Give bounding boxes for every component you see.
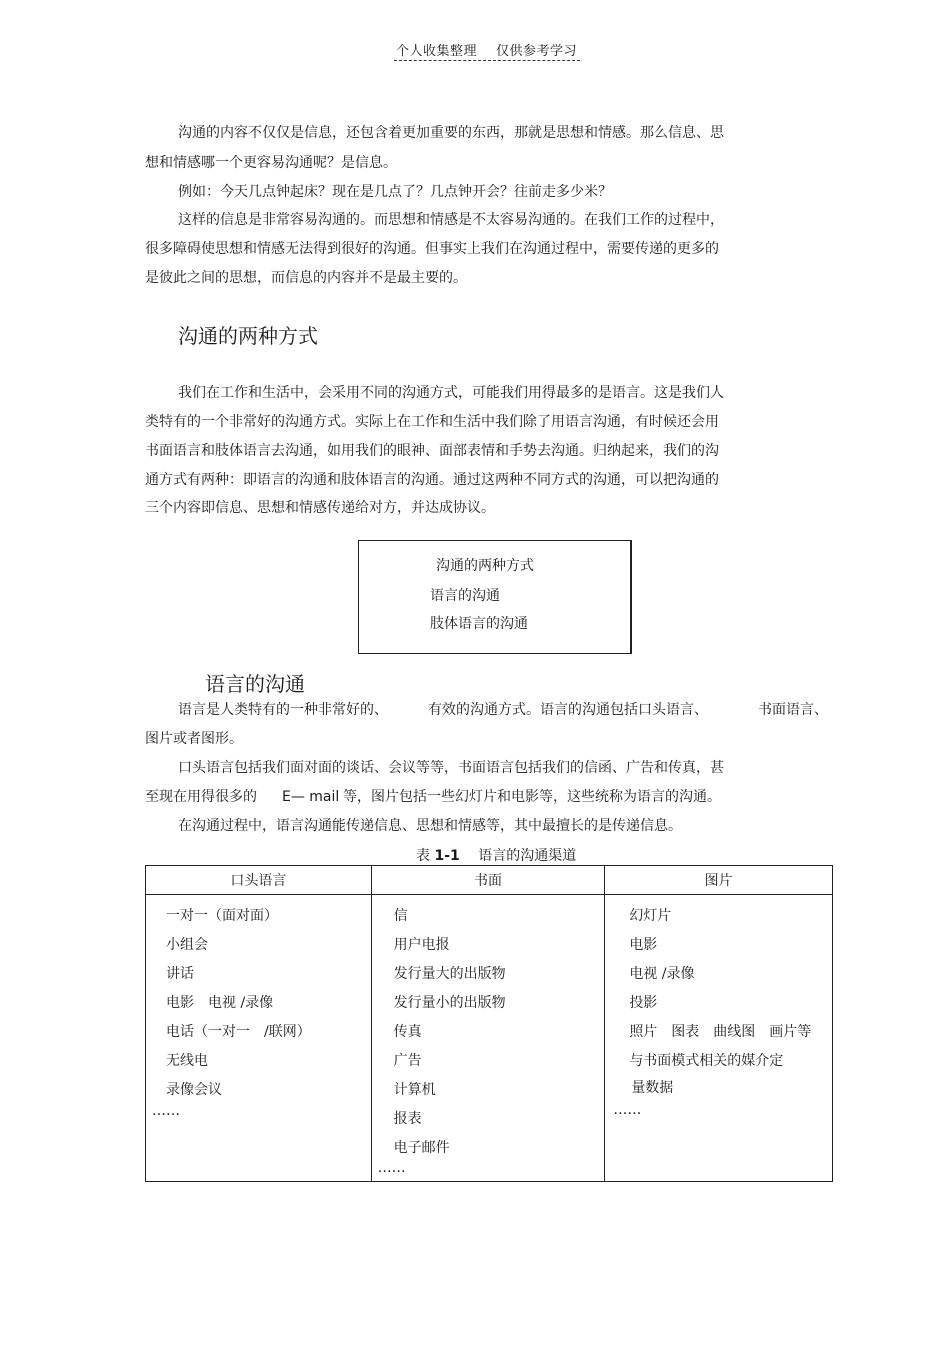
list-item: 录像会议 <box>166 1082 222 1098</box>
list-item: 信 <box>393 908 408 924</box>
box-item-2: 肢体语言的沟通 <box>430 616 528 632</box>
table-header-written: 书面 <box>371 866 605 895</box>
box-item-1: 语言的沟通 <box>430 588 500 604</box>
list-item: 电影 电视 /录像 <box>166 995 274 1011</box>
section2-p2-line2b: E— mail <box>282 789 340 805</box>
section1-title: 沟通的两种方式 <box>178 324 318 348</box>
list-item: 电视 /录像 <box>629 966 695 982</box>
list-item: 计算机 <box>393 1082 436 1098</box>
section1-line2: 类特有的一个非常好的沟通方式。实际上在工作和生活中我们除了用语言沟通，有时候还会用 <box>145 414 719 430</box>
section2-p3: 在沟通过程中，语言沟通能传递信息、思想和情感等，其中最擅长的是传递信息。 <box>178 818 682 834</box>
intro-p1-line1: 沟通的内容不仅仅是信息，还包含着更加重要的东西，那就是思想和情感。那么信息、思 <box>178 125 724 141</box>
list-item: 广告 <box>393 1053 422 1069</box>
table-header-picture: 图片 <box>605 866 833 895</box>
list-item: 量数据 <box>631 1080 674 1096</box>
section2-p1-a: 语言是人类特有的一种非常好的、 <box>178 702 388 718</box>
table-row <box>146 895 833 1182</box>
table-cell-picture <box>605 895 833 1182</box>
list-item: 电话（一对一 /联网） <box>166 1024 311 1040</box>
section2-title: 语言的沟通 <box>205 672 305 696</box>
intro-p3-line3: 是彼此之间的思想，而信息的内容并不是最主要的。 <box>145 270 467 286</box>
table-caption-prefix: 表 <box>416 848 430 864</box>
table-cell-written <box>371 895 605 1182</box>
table-cell-oral <box>146 895 372 1182</box>
list-item: 用户电报 <box>393 937 450 953</box>
list-item: 与书面模式相关的媒介定 <box>629 1053 784 1069</box>
section1-line5: 三个内容即信息、思想和情感传递给对方，并达成协议。 <box>145 500 495 516</box>
list-item: …… <box>152 1103 180 1119</box>
list-item: 讲话 <box>166 966 194 982</box>
list-item: 报表 <box>393 1111 422 1127</box>
section1-line4: 通方式有两种：即语言的沟通和肢体语言的沟通。通过这两种不同方式的沟通，可以把沟通的 <box>145 472 719 488</box>
list-item: 电子邮件 <box>393 1140 450 1156</box>
list-item: 小组会 <box>166 937 208 953</box>
header-right-text: 仅供参考学习 <box>496 44 578 59</box>
table-header-row <box>146 866 833 895</box>
intro-p1-line2: 想和情感哪一个更容易沟通呢？是信息。 <box>145 155 397 171</box>
section2-p1-c: 书面语言、 <box>758 702 828 718</box>
table-caption <box>416 845 576 865</box>
box-title: 沟通的两种方式 <box>436 558 534 574</box>
section2-p1-b: 有效的沟通方式。语言的沟通包括口头语言、 <box>428 702 708 718</box>
list-item: 电影 <box>629 937 658 953</box>
summary-box <box>358 540 632 654</box>
section2-p2-line1: 口头语言包括我们面对面的谈话、会议等等，书面语言包括我们的信函、广告和传真，甚 <box>178 760 724 776</box>
list-item: …… <box>613 1102 642 1118</box>
list-item: 投影 <box>629 995 658 1011</box>
section2-p1-line2: 图片或者图形。 <box>145 731 243 747</box>
section1-line1: 我们在工作和生活中，会采用不同的沟通方式，可能我们用得最多的是语言。这是我们人 <box>178 385 724 401</box>
list-item: 发行量大的出版物 <box>393 966 506 982</box>
intro-p3-line1: 这样的信息是非常容易沟通的。而思想和情感是不太容易沟通的。在我们工作的过程中， <box>178 212 724 228</box>
list-item: 幻灯片 <box>629 908 672 924</box>
list-item: 传真 <box>393 1024 422 1040</box>
intro-p3-line2: 很多障碍使思想和情感无法得到很好的沟通。但事实上我们在沟通过程中，需要传递的更多的 <box>145 241 719 257</box>
list-item: 一对一（面对面） <box>166 908 278 924</box>
list-item: …… <box>377 1160 406 1176</box>
table-header-oral: 口头语言 <box>146 866 372 895</box>
header-left-text: 个人收集整理 <box>396 44 478 59</box>
section2-p2-line2c: 等，图片包括一些幻灯片和电影等，这些统称为语言的沟通。 <box>343 789 721 805</box>
list-item: 无线电 <box>166 1053 208 1069</box>
section2-p2-line2a: 至现在用得很多的 <box>145 789 257 805</box>
page-header <box>394 40 580 61</box>
list-item: 发行量小的出版物 <box>393 995 506 1011</box>
channels-table <box>145 865 833 1182</box>
intro-p2: 例如：今天几点钟起床？现在是几点了？几点钟开会？往前走多少米？ <box>178 184 612 200</box>
table-caption-title: 语言的沟通渠道 <box>478 848 577 864</box>
section1-line3: 书面语言和肢体语言去沟通，如用我们的眼神、面部表情和手势去沟通。归纳起来，我们的沟 <box>145 443 719 459</box>
table-caption-number: 1-1 <box>434 848 460 864</box>
list-item: 照片 图表 曲线图 画片等 <box>629 1024 812 1040</box>
